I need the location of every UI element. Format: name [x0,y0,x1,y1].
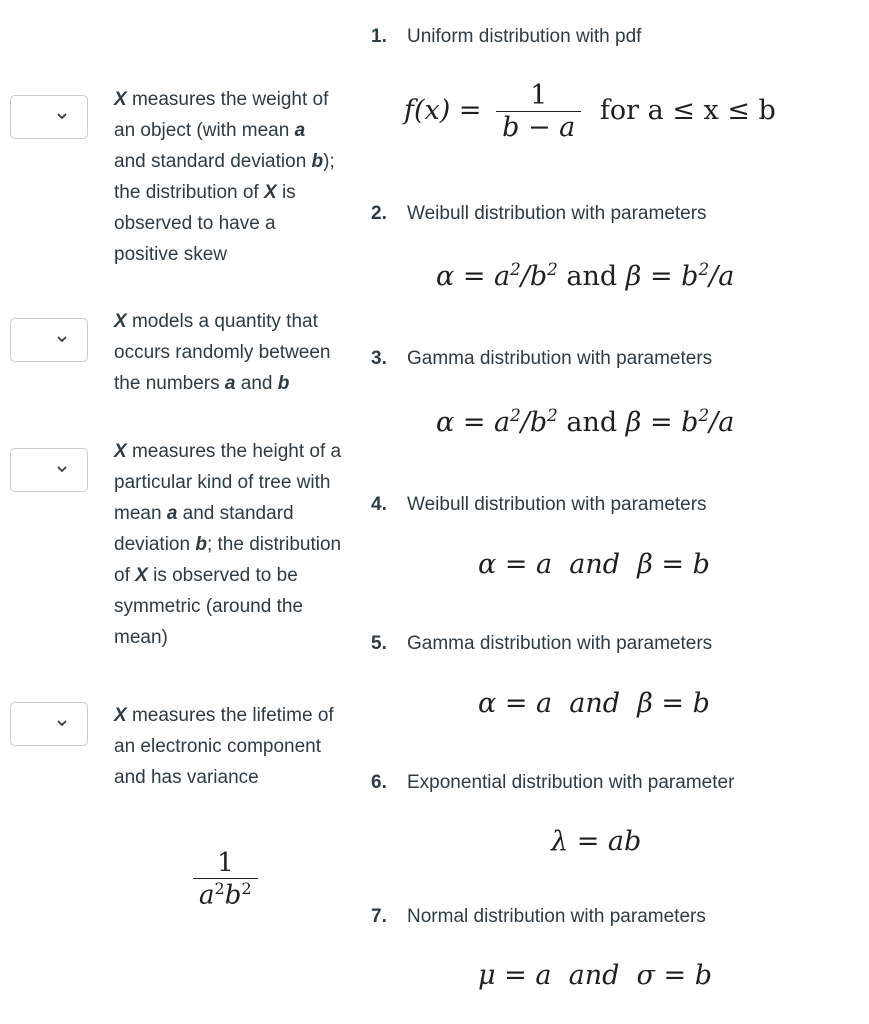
chevron-down-icon [55,462,69,476]
formula-uniform-pdf: f(x) = $\frac{1}{b - a}$ for a ≤ x ≤ b [404,80,776,143]
formula-exponential-param: λ = ab [551,826,642,857]
formula-weibull-params-1: $\alpha = a^2/b^2$ and $\beta = b^2/a$ [436,259,735,292]
formula-gamma-params-1: $\alpha = a^2/b^2$ and $\beta = b^2/a$ [436,405,735,438]
formula-weibull-params-2: α = a and β = b [478,549,710,580]
option-2: 2. Weibull distribution with parameters [371,203,707,224]
prompt-4: X measures the lifetime of an electronic component and has variance [114,705,334,788]
match-select-3[interactable] [10,448,88,492]
formula-gamma-params-2: α = a and β = b [478,688,710,719]
match-select-4[interactable] [10,702,88,746]
option-3: 3. Gamma distribution with parameters [371,348,713,369]
chevron-down-icon [55,332,69,346]
option-6: 6. Exponential distribution with parameter [371,772,735,793]
prompt-2: X models a quantity that occurs randomly between the numbers a and b [114,311,331,394]
formula-normal-params: μ = a and σ = b [478,960,713,991]
option-7: 7. Normal distribution with parameters [371,906,706,927]
option-5: 5. Gamma distribution with parameters [371,633,713,654]
chevron-down-icon [55,109,69,123]
option-1: 1. Uniform distribution with pdf [371,26,642,47]
prompt-3: X measures the height of a particular kind of tree with mean a and standard deviation b; the distribution of X is observed to be symmetric (around the mean) [114,441,342,648]
variance-fraction: $\frac{1}{a^2b^2}$ [193,848,258,911]
match-select-2[interactable] [10,318,88,362]
option-4: 4. Weibull distribution with parameters [371,494,707,515]
match-select-1[interactable] [10,95,88,139]
chevron-down-icon [55,716,69,730]
prompt-1: X measures the weight of an object (with mean a and standard deviation b); the distribution of X is observed to have a positive skew [114,89,335,265]
